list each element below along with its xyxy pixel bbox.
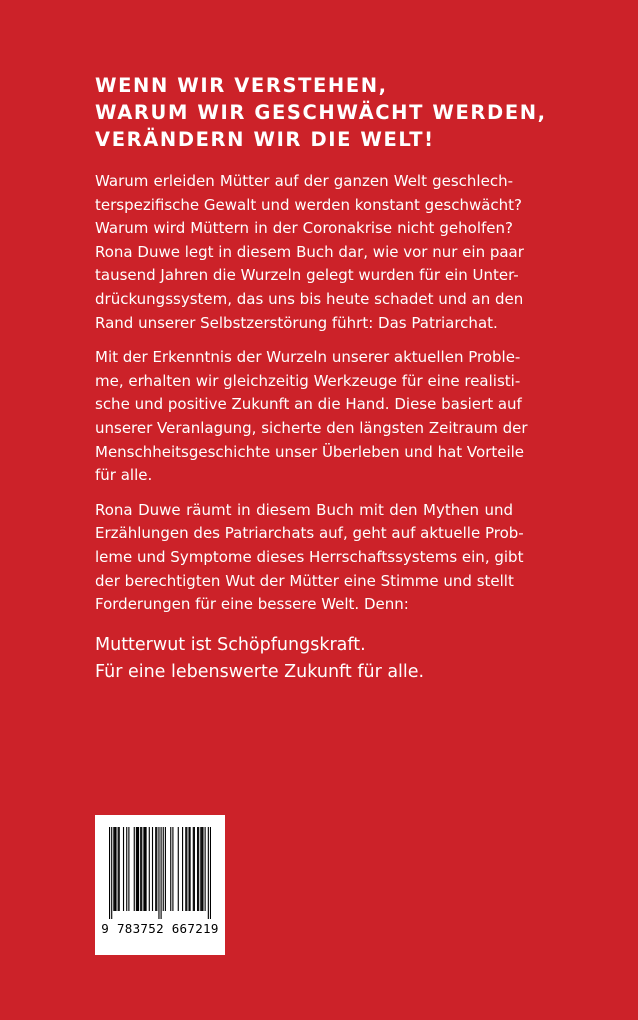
text-line: Mit der Erkenntnis der Wurzeln unserer aktuellen Proble- [95, 348, 521, 367]
barcode-bar [146, 827, 147, 911]
barcode-bar [149, 827, 150, 911]
barcode-bar [197, 827, 198, 911]
text-line: unserer Veranlagung, sicherte den längsten Zeitraum der [95, 418, 528, 437]
barcode-bar [137, 827, 138, 911]
barcode-bar [186, 827, 187, 911]
barcode-bar [123, 827, 124, 911]
barcode-bar [156, 827, 157, 911]
text-line: drückungssystem, das uns bis heute schadet und an den [95, 289, 524, 308]
blurb-paragraph-1 [95, 170, 524, 335]
text-line: Warum wird Müttern in der Coronakrise nicht geholfen? [95, 219, 513, 238]
text-line: tausend Jahren die Wurzeln gelegt wurden für ein Unter- [95, 266, 519, 285]
text-line: sche und positive Zukunft an die Hand. Diese basiert auf [95, 395, 522, 414]
text-line: Warum erleiden Mütter auf der ganzen Welt geschlech- [95, 172, 513, 190]
barcode-bar [172, 827, 173, 911]
isbn-barcode [95, 815, 225, 955]
headline-line: VERÄNDERN WIR DIE WELT! [95, 128, 435, 151]
barcode-bar [114, 827, 115, 911]
barcode-bar [118, 827, 119, 911]
barcode-bar [155, 827, 156, 911]
text-line: me, erhalten wir gleichzeitig Werkzeuge für eine realisti- [95, 371, 521, 390]
barcode-bar [113, 827, 114, 911]
blurb [95, 170, 528, 628]
barcode-bar [170, 827, 171, 911]
text-line: für alle. [95, 466, 153, 485]
barcode-bar [178, 827, 179, 911]
barcode-bar [165, 827, 166, 911]
barcode-bar [138, 827, 139, 911]
text-line: Rona Duwe legt in diesem Buch dar, wie vor nur ein paar [95, 242, 524, 261]
barcode-bar [126, 827, 127, 911]
text-line: Rona Duwe räumt in diesem Buch mit den Mythen und [95, 500, 513, 519]
text-line: der berechtigten Wut der Mütter eine Stimme und stellt [95, 571, 514, 590]
barcode-bar [109, 827, 110, 919]
barcode-bar [185, 827, 186, 911]
barcode-bar [136, 827, 137, 911]
barcode-bar [144, 827, 145, 911]
headline [95, 72, 595, 153]
barcode-bar [128, 827, 129, 911]
barcode-bar [194, 827, 195, 911]
barcode-bars [109, 827, 211, 919]
barcode-bar [158, 827, 159, 919]
text-line: Rand unserer Selbstzerstörung führt: Das Patriarchat. [95, 313, 498, 332]
barcode-bar [163, 827, 164, 911]
text-line: terspezifische Gewalt und werden konstant geschwächt? [95, 195, 523, 214]
headline-line: WENN WIR VERSTEHEN, [95, 74, 388, 97]
closing-line: Mutterwut ist Schöpfungskraft. [95, 635, 366, 655]
barcode-bar [201, 827, 202, 911]
barcode-bar [143, 827, 144, 911]
text-line: Forderungen für eine bessere Welt. Denn: [95, 595, 409, 614]
barcode-bar [202, 827, 203, 911]
barcode-bar [115, 827, 116, 911]
barcode-bar [200, 827, 201, 911]
barcode-bar [111, 827, 112, 919]
barcode-bar [198, 827, 199, 911]
barcode-bar [210, 827, 211, 919]
barcode-bar [161, 827, 162, 919]
blurb-paragraph-3 [95, 499, 524, 617]
barcode-bar [190, 827, 191, 911]
barcode-bar [140, 827, 141, 911]
barcode-bar [188, 827, 189, 911]
blurb-paragraph-2 [95, 346, 528, 488]
isbn-number: 9 783752 667219 [101, 921, 219, 936]
closing-line: Für eine lebenswerte Zukunft für alle. [95, 662, 425, 682]
barcode-bar [182, 827, 183, 911]
barcode-bar [193, 827, 194, 911]
barcode-bar [134, 827, 135, 911]
closing-statement [95, 632, 555, 686]
barcode-bar [208, 827, 209, 919]
headline-line: WARUM WIR GESCHWÄCHT WERDEN, [95, 101, 547, 124]
barcode-bar [141, 827, 142, 911]
barcode-bar [205, 827, 206, 911]
barcode-bar [152, 827, 153, 911]
barcode-bar [119, 827, 120, 911]
text-line: Erzählungen des Patriarchats auf, geht auf aktuelle Prob- [95, 524, 524, 543]
text-line: leme und Symptome dieses Herrschaftssystems ein, gibt [95, 547, 524, 566]
text-line: Menschheitsgeschichte unser Überleben und hat Vorteile [95, 442, 525, 461]
